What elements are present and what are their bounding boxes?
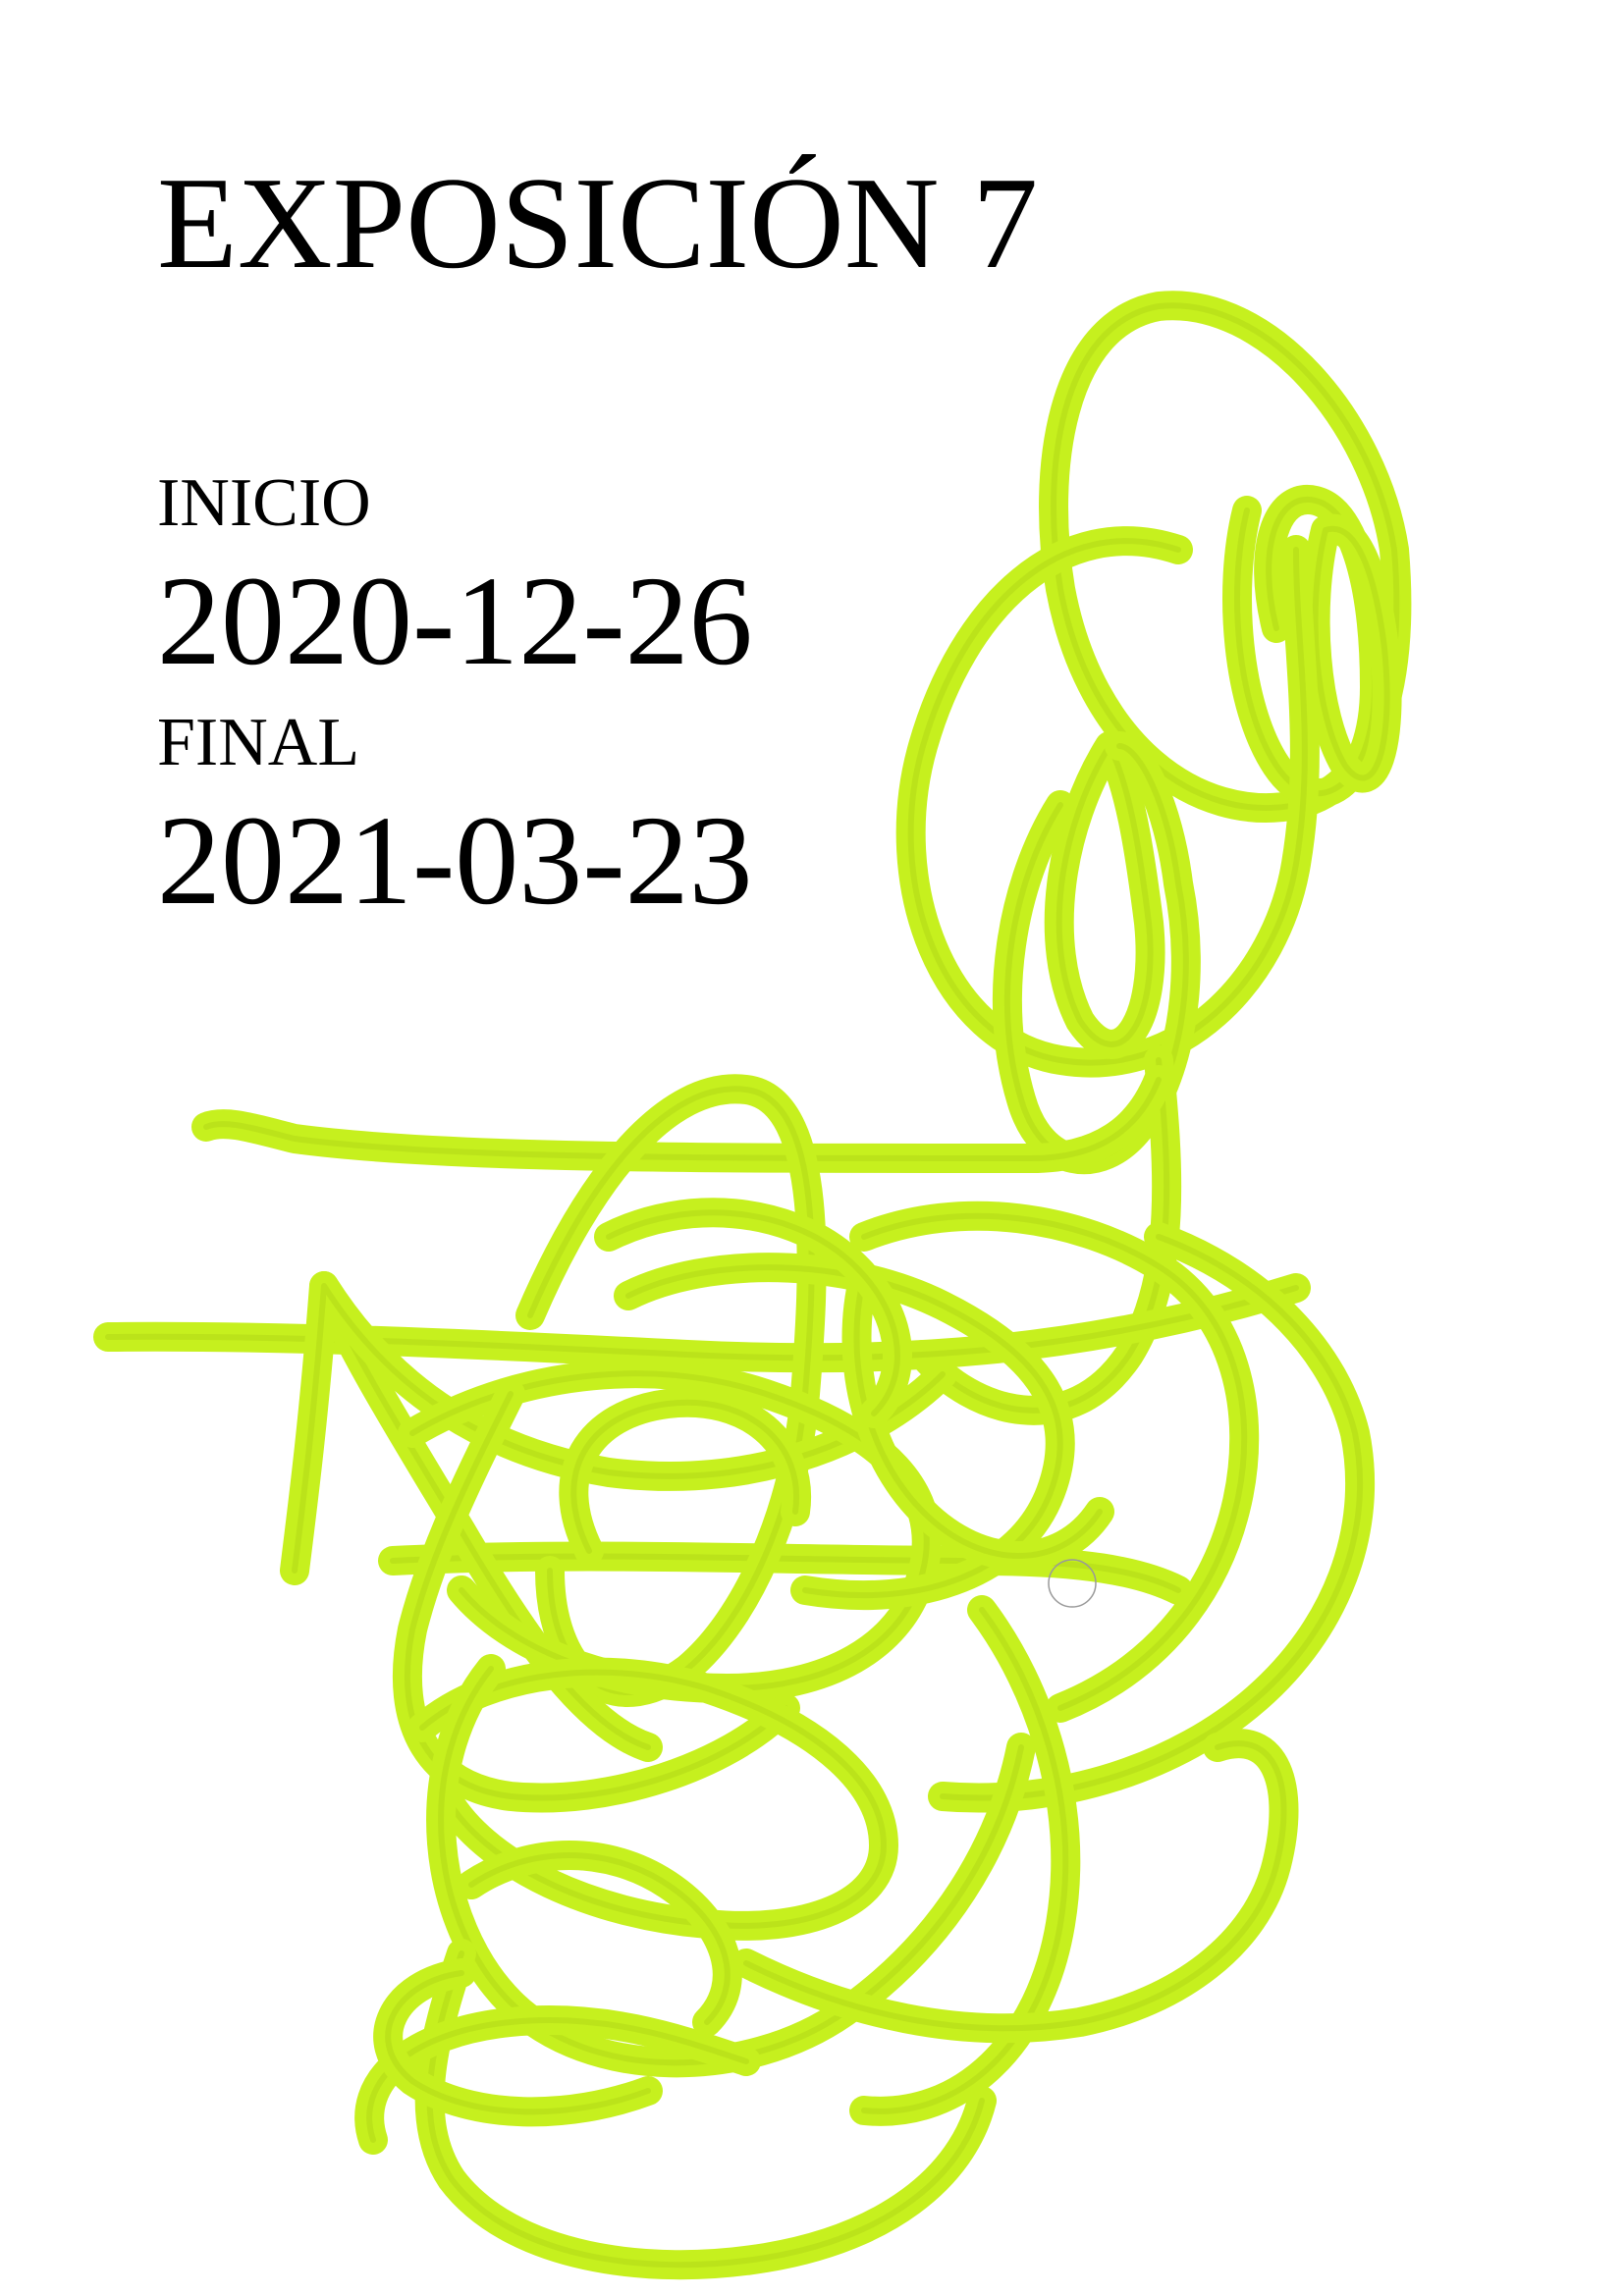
scribble-stroke-texture (864, 1610, 1065, 2111)
scribble-stroke (324, 1286, 648, 1747)
scribble-stroke-texture (857, 1276, 1101, 1556)
scribble-stroke (1316, 529, 1387, 778)
scribble-stroke-texture (1237, 500, 1375, 793)
scribble-stroke-texture (1007, 746, 1186, 1159)
scribble-stroke-texture (746, 1743, 1284, 2028)
scribble-stroke-texture (573, 1403, 796, 1551)
exhibition-title: EXPOSICIÓN 7 (157, 150, 1039, 295)
scribble-stroke (471, 1855, 728, 2022)
scribble-stroke-texture (295, 1286, 943, 1571)
cursor-ring (1049, 1560, 1096, 1607)
scribble-stroke-texture (441, 1669, 1021, 2062)
scribble-stroke (412, 1373, 927, 1688)
scribble-stroke (1007, 746, 1186, 1159)
scribble-stroke-texture (430, 1953, 982, 2265)
scribble-stroke (393, 1557, 1178, 1590)
scribble-stroke (369, 2020, 746, 2140)
end-date: 2021-03-23 (157, 790, 753, 932)
scribble-stroke (943, 1237, 1360, 1798)
scribble-stroke (206, 1080, 1159, 1158)
scribble-stroke-texture (422, 1673, 884, 1926)
scribble-stroke (746, 1743, 1284, 2028)
scribble-stroke (911, 541, 1305, 1062)
scribble-stroke-texture (530, 1089, 812, 1692)
scribble-stroke-texture (911, 541, 1305, 1062)
scribble-stroke (573, 1403, 796, 1551)
scribble-stroke-texture (628, 1267, 1060, 1595)
scribble-stroke-texture (864, 1216, 1244, 1708)
scribble-stroke-texture (407, 1394, 785, 1798)
scribble-stroke-texture (369, 2020, 746, 2140)
scribble-stroke (530, 1089, 812, 1692)
scribble-stroke-texture (412, 1373, 927, 1688)
scribble-stroke (1059, 746, 1151, 1044)
scribble-stroke (295, 1286, 943, 1571)
scribble-stroke (108, 1288, 1296, 1358)
scribble-stroke (1054, 305, 1396, 808)
scribble-stroke-texture (393, 1557, 1178, 1590)
scribble-stroke (864, 1216, 1244, 1708)
scribble-stroke-texture (609, 1212, 897, 1414)
scribble-stroke (430, 1953, 982, 2265)
scribble-stroke-texture (324, 1286, 648, 1747)
scribble-stroke (422, 1673, 884, 1926)
scribble-stroke-texture (471, 1855, 728, 2022)
scribble-stroke (628, 1267, 1060, 1595)
scribble-stroke (857, 1276, 1101, 1556)
scribble-stroke (609, 1212, 897, 1414)
scribble-stroke (388, 1973, 648, 2111)
end-label: FINAL (157, 705, 360, 780)
scribble-stroke-texture (388, 1973, 648, 2111)
scribble-stroke (923, 1060, 1166, 1411)
scribble-stroke (407, 1394, 785, 1798)
scribble-stroke-texture (206, 1080, 1159, 1158)
scribble-stroke (441, 1669, 1021, 2062)
scribble-stroke-texture (1316, 529, 1387, 778)
scribble-stroke-texture (923, 1060, 1166, 1411)
scribble-stroke (864, 1610, 1065, 2111)
scribble-stroke-texture (1054, 305, 1396, 808)
start-date: 2020-12-26 (157, 551, 753, 692)
scribble-stroke (1237, 500, 1375, 793)
scribble-stroke-texture (943, 1237, 1360, 1798)
scribble-stroke-texture (1059, 746, 1151, 1044)
start-label: INICIO (157, 465, 371, 541)
scribble-stroke-texture (108, 1288, 1296, 1358)
